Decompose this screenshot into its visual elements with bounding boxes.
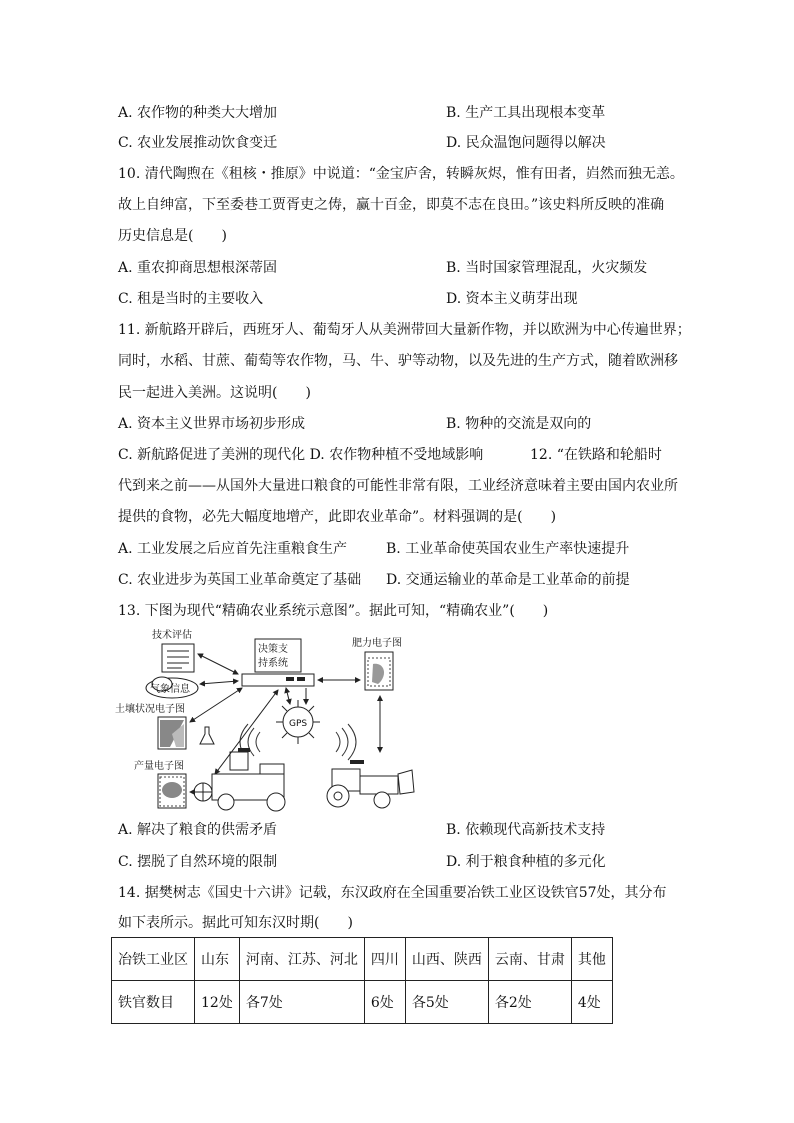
table-cell: 山东 (195, 938, 240, 981)
table-cell: 各5处 (405, 981, 488, 1024)
q9-option-c: C. 农业发展推动饮食变迁 (118, 135, 278, 151)
yield-map-icon (158, 774, 186, 808)
table-cell: 12处 (195, 981, 240, 1024)
q12-option-d: D. 交通运输业的革命是工业革命的前提 (386, 572, 630, 588)
q13-option-d: D. 利于粮食种植的多元化 (446, 854, 606, 870)
table-row (112, 981, 613, 1024)
table-cell: 各7处 (239, 981, 364, 1024)
table-header-row (112, 938, 613, 981)
q12-stem-start: 12. “在铁路和轮船时 (530, 447, 662, 463)
q10-stem-line: 10. 清代陶煦在《租核・推原》中说道：“金宝庐舍，转瞬灰烬，惟有田者，岿然而独无恙。 (118, 166, 684, 182)
table-cell: 山西、陕西 (405, 938, 488, 981)
q12-stem-line: 提供的食物，必先大幅度地增产，此即农业革命”。材料强调的是( ) (118, 509, 557, 525)
decision-label-2: 持系统 (258, 658, 288, 669)
weather-label: 气象信息 (150, 684, 190, 695)
q13-option-c: C. 摆脱了自然环境的限制 (118, 854, 278, 870)
q14-stem-line: 如下表所示。据此可知东汉时期( ) (118, 915, 353, 931)
table-cell: 6处 (364, 981, 405, 1024)
flask-icon (200, 727, 214, 744)
q9-option-b: B. 生产工具出现根本变革 (446, 105, 606, 121)
q11-option-b: B. 物种的交流是双向的 (446, 416, 592, 432)
q12-option-b: B. 工业革命使英国农业生产率快速提升 (386, 541, 630, 557)
q10-option-c: C. 租是当时的主要收入 (118, 291, 264, 307)
q11-stem-line: 同时，水稻、甘蔗、葡萄等农作物，马、牛、驴等动物，以及先进的生产方式，随着欧洲移 (118, 353, 678, 369)
decision-label-1: 决策支 (258, 644, 288, 655)
q11-options-cd: C. 新航路促进了美洲的现代化 D. 农作物种植不受地域影响 (118, 447, 484, 463)
table-cell: 铁官数目 (112, 981, 195, 1024)
table-cell: 其他 (571, 938, 612, 981)
fert-map-label: 肥力电子图 (352, 638, 402, 649)
iron-officials-table (111, 937, 613, 1024)
q10-option-a: A. 重农抑商思想根深蒂固 (118, 260, 278, 276)
q14-stem-line: 14. 据樊树志《国史十六讲》记载，东汉政府在全国重要冶铁工业区设铁官57处，其分布 (118, 885, 667, 901)
yield-map-label: 产量电子图 (134, 761, 184, 772)
soil-map-icon (158, 717, 186, 749)
q10-option-b: B. 当时国家管理混乱，火灾频发 (446, 260, 648, 276)
table-cell: 河南、江苏、河北 (239, 938, 364, 981)
q9-option-a: A. 农作物的种类大大增加 (118, 105, 278, 121)
q13-stem: 13. 下图为现代“精确农业系统示意图”。据此可知，“精确农业”( ) (118, 603, 549, 619)
table-cell: 4处 (571, 981, 612, 1024)
table-cell: 冶铁工业区 (112, 938, 195, 981)
precision-agriculture-diagram (110, 624, 420, 814)
tractor-icon (327, 760, 414, 808)
q9-option-d: D. 民众温饱问题得以解决 (446, 135, 606, 151)
q11-option-a: A. 资本主义世界市场初步形成 (118, 416, 306, 432)
q13-option-a: A. 解决了粮食的供需矛盾 (118, 822, 278, 838)
q12-option-a: A. 工业发展之后应首先注重粮食生产 (118, 541, 348, 557)
document-icon (162, 644, 194, 672)
table-cell: 云南、甘肃 (488, 938, 571, 981)
q10-stem-line: 历史信息是( ) (118, 228, 227, 244)
q11-stem-line: 11. 新航路开辟后，西班牙人、葡萄牙人从美洲带回大量新作物，并以欧洲为中心传遍世界； (118, 322, 691, 338)
q10-option-d: D. 资本主义萌芽出现 (446, 291, 578, 307)
soil-map-label: 土壤状况电子图 (115, 704, 185, 715)
q11-stem-line: 民一起进入美洲。这说明( ) (118, 385, 311, 401)
q12-option-c: C. 农业进步为英国工业革命奠定了基础 (118, 572, 362, 588)
tech-eval-label: 技术评估 (152, 630, 192, 641)
table-cell: 各2处 (488, 981, 571, 1024)
q13-option-b: B. 依赖现代高新技术支持 (446, 822, 606, 838)
fertility-map-icon (365, 652, 393, 690)
harvester-icon (194, 748, 285, 811)
gps-label: GPS (289, 719, 308, 729)
q12-stem-line: 代到来之前——从国外大量进口粮食的可能性非常有限，工业经济意味着主要由国内农业所 (118, 478, 678, 494)
table-cell: 四川 (364, 938, 405, 981)
q10-stem-line: 故上自绅富，下至委巷工贾胥吏之俦，赢十百金，即莫不志在良田。”该史料所反映的准确 (118, 197, 665, 213)
